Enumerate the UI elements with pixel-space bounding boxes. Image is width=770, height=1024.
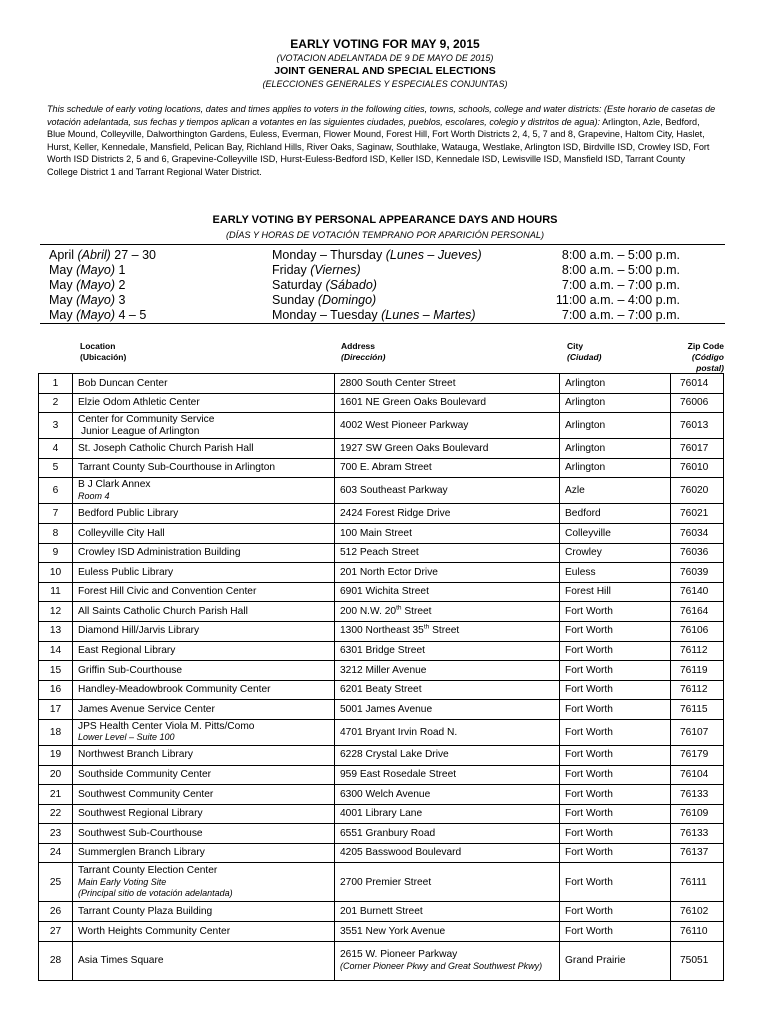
location-zip: 76039: [671, 563, 724, 583]
location-name: Colleyville City Hall: [73, 523, 335, 543]
column-header-address: [341, 341, 385, 363]
location-zip: 76017: [671, 439, 724, 459]
location-number: 15: [39, 661, 73, 681]
location-address: 6551 Granbury Road: [335, 824, 560, 844]
location-number: 23: [39, 824, 73, 844]
column-header-location-spanish: (Ubicación): [80, 352, 127, 362]
location-city: Forest Hill: [560, 582, 671, 602]
location-number: 12: [39, 602, 73, 622]
location-city: Fort Worth: [560, 863, 671, 902]
location-zip: 76119: [671, 661, 724, 681]
location-city: Arlington: [560, 393, 671, 413]
location-city: Fort Worth: [560, 700, 671, 720]
location-address: 4002 West Pioneer Parkway: [335, 413, 560, 439]
location-address: 603 Southeast Parkway: [335, 478, 560, 504]
location-name: Crowley ISD Administration Building: [73, 543, 335, 563]
location-address: 2615 W. Pioneer Parkway (Corner Pioneer Pkwy and Great Southwest Pkwy): [335, 941, 560, 980]
location-number: 2: [39, 393, 73, 413]
location-zip: 76021: [671, 504, 724, 524]
column-header-city-label: City: [567, 341, 584, 351]
location-zip: 76110: [671, 922, 724, 942]
intro-text-es: (Este horario de casetas de votación adelantada, sus fechas y tiempos aplican a votantes en las siguientes ciudades, pueblos, escolares, colegio y distritos de agua):: [47, 104, 716, 127]
location-name: Southwest Sub-Courthouse: [73, 824, 335, 844]
schedule-hours: 8:00 a.m. – 5:00 p.m.: [561, 248, 680, 262]
location-row: [39, 680, 724, 700]
schedule-title: EARLY VOTING BY PERSONAL APPEARANCE DAYS AND HOURS: [212, 214, 558, 226]
location-zip: 76133: [671, 785, 724, 805]
column-header-address-spanish: (Dirección): [341, 352, 386, 362]
schedule-date: May (Mayo) 4 – 5: [49, 308, 147, 322]
location-number: 24: [39, 843, 73, 863]
location-address: 6301 Bridge Street: [335, 641, 560, 661]
location-name: All Saints Catholic Church Parish Hall: [73, 602, 335, 622]
column-header-zip-label: Zip Code: [687, 341, 724, 351]
location-zip: 76112: [671, 641, 724, 661]
location-zip: 76006: [671, 393, 724, 413]
location-name: Handley-Meadowbrook Community Center: [73, 680, 335, 700]
location-number: 26: [39, 902, 73, 922]
location-zip: 76133: [671, 824, 724, 844]
location-city: Fort Worth: [560, 785, 671, 805]
intro-jurisdiction-list: Arlington, Azle, Bedford, Blue Mound, Colleyville, Dalworthington Gardens, Euless, Everman, Flower Mound, Forest Hill, Fort Worth Districts 2, 4, 5, 7 and 8, Grapevine, Haltom City, Haslet, Hurst, Keller, Kennedale, Mansfield, Pelican Bay, Richland Hills, River Oaks, Saginaw, Southlake, Watauga, Westlake, Arlington ISD, Birdville ISD, Crowley ISD, Fort Worth ISD Districts 2, 5 and 6, Grapevine-Colleyville ISD, Hurst-Euless-Bedford ISD, Keller ISD, Kennedale ISD, Lewisville ISD, Mansfield ISD, Tarrant County College District 1 and Tarrant Regional Water District.: [47, 116, 710, 177]
location-name: JPS Health Center Viola M. Pitts/Como Lower Level – Suite 100: [73, 719, 335, 745]
location-zip: 76112: [671, 680, 724, 700]
location-row: [39, 621, 724, 641]
location-zip: 76010: [671, 458, 724, 478]
location-name: Griffin Sub-Courthouse: [73, 661, 335, 681]
location-number: 9: [39, 543, 73, 563]
location-name: Bob Duncan Center: [73, 374, 335, 394]
location-number: 4: [39, 439, 73, 459]
location-address: 700 E. Abram Street: [335, 458, 560, 478]
location-address: 959 East Rosedale Street: [335, 765, 560, 785]
location-row: [39, 843, 724, 863]
location-zip: 76102: [671, 902, 724, 922]
column-header-city-spanish: (Ciudad): [567, 352, 602, 362]
location-row: [39, 765, 724, 785]
document-subtitle-spanish: (ELECCIONES GENERALES Y ESPECIALES CONJUNTAS): [262, 79, 508, 89]
location-row: [39, 922, 724, 942]
location-city: Euless: [560, 563, 671, 583]
location-zip: 76104: [671, 765, 724, 785]
location-address: 201 North Ector Drive: [335, 563, 560, 583]
location-address: 3212 Miller Avenue: [335, 661, 560, 681]
location-zip: 75051: [671, 941, 724, 980]
location-number: 25: [39, 863, 73, 902]
location-name: Diamond Hill/Jarvis Library: [73, 621, 335, 641]
location-number: 27: [39, 922, 73, 942]
schedule-days: Monday – Thursday (Lunes – Jueves): [272, 248, 482, 262]
schedule-hours: 7:00 a.m. – 7:00 p.m.: [561, 308, 680, 322]
location-number: 13: [39, 621, 73, 641]
location-row: [39, 393, 724, 413]
schedule-date: May (Mayo) 2: [49, 278, 126, 292]
schedule-hours: 11:00 a.m. – 4:00 p.m.: [555, 293, 680, 307]
schedule-days: Friday (Viernes): [272, 263, 361, 277]
location-address: 4701 Bryant Irvin Road N.: [335, 719, 560, 745]
location-city: Azle: [560, 478, 671, 504]
location-city: Arlington: [560, 374, 671, 394]
location-zip: 76034: [671, 523, 724, 543]
locations-table: [38, 373, 724, 981]
location-city: Grand Prairie: [560, 941, 671, 980]
document-title: EARLY VOTING FOR MAY 9, 2015: [290, 37, 480, 51]
location-row: [39, 719, 724, 745]
location-name: James Avenue Service Center: [73, 700, 335, 720]
schedule-top-rule: [40, 244, 725, 245]
location-zip: 76137: [671, 843, 724, 863]
schedule-days: Monday – Tuesday (Lunes – Martes): [272, 308, 476, 322]
location-name: Euless Public Library: [73, 563, 335, 583]
location-city: Fort Worth: [560, 765, 671, 785]
location-row: [39, 745, 724, 765]
location-address: 4205 Basswood Boulevard: [335, 843, 560, 863]
location-address: 1601 NE Green Oaks Boulevard: [335, 393, 560, 413]
column-header-zip-spanish-1: (Código: [691, 352, 724, 362]
location-number: 1: [39, 374, 73, 394]
location-city: Arlington: [560, 413, 671, 439]
location-address: 100 Main Street: [335, 523, 560, 543]
location-address: 1927 SW Green Oaks Boulevard: [335, 439, 560, 459]
location-address: 4001 Library Lane: [335, 804, 560, 824]
location-row: [39, 863, 724, 902]
location-row: [39, 785, 724, 805]
location-zip: 76036: [671, 543, 724, 563]
location-row: [39, 439, 724, 459]
document-subtitle: JOINT GENERAL AND SPECIAL ELECTIONS: [274, 65, 496, 77]
location-row: [39, 543, 724, 563]
schedule-hours: 7:00 a.m. – 7:00 p.m.: [561, 278, 680, 292]
schedule-hours: 8:00 a.m. – 5:00 p.m.: [561, 263, 680, 277]
location-number: 8: [39, 523, 73, 543]
location-zip: 76115: [671, 700, 724, 720]
location-address: 201 Burnett Street: [335, 902, 560, 922]
location-city: Fort Worth: [560, 843, 671, 863]
schedule-bottom-rule: [40, 323, 725, 324]
location-address: 6228 Crystal Lake Drive: [335, 745, 560, 765]
location-zip: 76107: [671, 719, 724, 745]
location-row: [39, 374, 724, 394]
column-header-location-label: Location: [80, 341, 116, 351]
location-city: Fort Worth: [560, 641, 671, 661]
location-number: 20: [39, 765, 73, 785]
location-address: 6201 Beaty Street: [335, 680, 560, 700]
location-number: 5: [39, 458, 73, 478]
location-zip: 76109: [671, 804, 724, 824]
location-name: Center for Community Service Junior League of Arlington: [73, 413, 335, 439]
schedule-title-spanish: (DÍAS Y HORAS DE VOTACIÓN TEMPRANO POR APARICIÓN PERSONAL): [225, 230, 545, 240]
location-name: Tarrant County Election Center Main Early Voting Site (Principal sitio de votación adelantada): [73, 863, 335, 902]
location-row: [39, 804, 724, 824]
location-city: Fort Worth: [560, 922, 671, 942]
column-header-zip-spanish-2: postal): [696, 363, 724, 373]
column-header-location: [80, 341, 126, 363]
location-number: 16: [39, 680, 73, 700]
location-row: [39, 700, 724, 720]
location-name: St. Joseph Catholic Church Parish Hall: [73, 439, 335, 459]
schedule-date: May (Mayo) 1: [49, 263, 126, 277]
location-row: [39, 661, 724, 681]
location-zip: 76140: [671, 582, 724, 602]
location-number: 11: [39, 582, 73, 602]
location-city: Crowley: [560, 543, 671, 563]
schedule-days: Sunday (Domingo): [272, 293, 377, 307]
location-number: 21: [39, 785, 73, 805]
location-city: Fort Worth: [560, 745, 671, 765]
location-row: [39, 413, 724, 439]
location-row: [39, 902, 724, 922]
location-row: [39, 458, 724, 478]
location-address: 2424 Forest Ridge Drive: [335, 504, 560, 524]
location-zip: 76013: [671, 413, 724, 439]
location-city: Bedford: [560, 504, 671, 524]
intro-text-en: This schedule of early voting locations, dates and times applies to voters in the following cities, towns, schools, college and water districts:: [47, 104, 602, 114]
location-row: [39, 824, 724, 844]
document-title-spanish: (VOTACION ADELANTADA DE 9 DE MAYO DE 2015): [276, 53, 494, 63]
location-address: 3551 New York Avenue: [335, 922, 560, 942]
location-name: Asia Times Square: [73, 941, 335, 980]
location-zip: 76020: [671, 478, 724, 504]
location-zip: 76014: [671, 374, 724, 394]
location-name: East Regional Library: [73, 641, 335, 661]
schedule-days: Saturday (Sábado): [272, 278, 377, 292]
location-row: [39, 504, 724, 524]
location-address: 1300 Northeast 35th Street: [335, 621, 560, 641]
column-header-address-label: Address: [341, 341, 376, 351]
location-zip: 76106: [671, 621, 724, 641]
location-name: Elzie Odom Athletic Center: [73, 393, 335, 413]
location-city: Fort Worth: [560, 680, 671, 700]
location-name: Southwest Regional Library: [73, 804, 335, 824]
location-address: 200 N.W. 20th Street: [335, 602, 560, 622]
location-number: 28: [39, 941, 73, 980]
location-row: [39, 602, 724, 622]
location-city: Colleyville: [560, 523, 671, 543]
location-city: Arlington: [560, 439, 671, 459]
location-zip: 76179: [671, 745, 724, 765]
location-name: Tarrant County Plaza Building: [73, 902, 335, 922]
location-name: Southside Community Center: [73, 765, 335, 785]
intro-paragraph: [47, 103, 717, 179]
location-row: [39, 582, 724, 602]
location-address: 2800 South Center Street: [335, 374, 560, 394]
location-zip: 76111: [671, 863, 724, 902]
location-number: 3: [39, 413, 73, 439]
location-number: 6: [39, 478, 73, 504]
location-city: Fort Worth: [560, 661, 671, 681]
location-name: Forest Hill Civic and Convention Center: [73, 582, 335, 602]
location-row: [39, 641, 724, 661]
location-zip: 76164: [671, 602, 724, 622]
location-name: Worth Heights Community Center: [73, 922, 335, 942]
location-name: Bedford Public Library: [73, 504, 335, 524]
location-city: Fort Worth: [560, 621, 671, 641]
location-address: 5001 James Avenue: [335, 700, 560, 720]
location-number: 7: [39, 504, 73, 524]
location-name: Southwest Community Center: [73, 785, 335, 805]
location-city: Fort Worth: [560, 719, 671, 745]
location-number: 18: [39, 719, 73, 745]
schedule-date: May (Mayo) 3: [49, 293, 126, 307]
location-address: 6300 Welch Avenue: [335, 785, 560, 805]
column-header-city: [567, 341, 601, 363]
location-row: [39, 478, 724, 504]
location-number: 10: [39, 563, 73, 583]
location-number: 19: [39, 745, 73, 765]
column-header-zip: [672, 341, 724, 374]
location-name: B J Clark Annex Room 4: [73, 478, 335, 504]
location-address: 512 Peach Street: [335, 543, 560, 563]
location-city: Fort Worth: [560, 902, 671, 922]
location-address: 6901 Wichita Street: [335, 582, 560, 602]
location-name: Northwest Branch Library: [73, 745, 335, 765]
location-number: 22: [39, 804, 73, 824]
location-number: 14: [39, 641, 73, 661]
location-address: 2700 Premier Street: [335, 863, 560, 902]
location-city: Fort Worth: [560, 824, 671, 844]
schedule-date: April (Abril) 27 – 30: [49, 248, 157, 262]
location-number: 17: [39, 700, 73, 720]
location-city: Fort Worth: [560, 602, 671, 622]
location-city: Arlington: [560, 458, 671, 478]
location-row: [39, 941, 724, 980]
location-row: [39, 523, 724, 543]
location-city: Fort Worth: [560, 804, 671, 824]
location-name: Tarrant County Sub-Courthouse in Arlington: [73, 458, 335, 478]
location-row: [39, 563, 724, 583]
location-name: Summerglen Branch Library: [73, 843, 335, 863]
